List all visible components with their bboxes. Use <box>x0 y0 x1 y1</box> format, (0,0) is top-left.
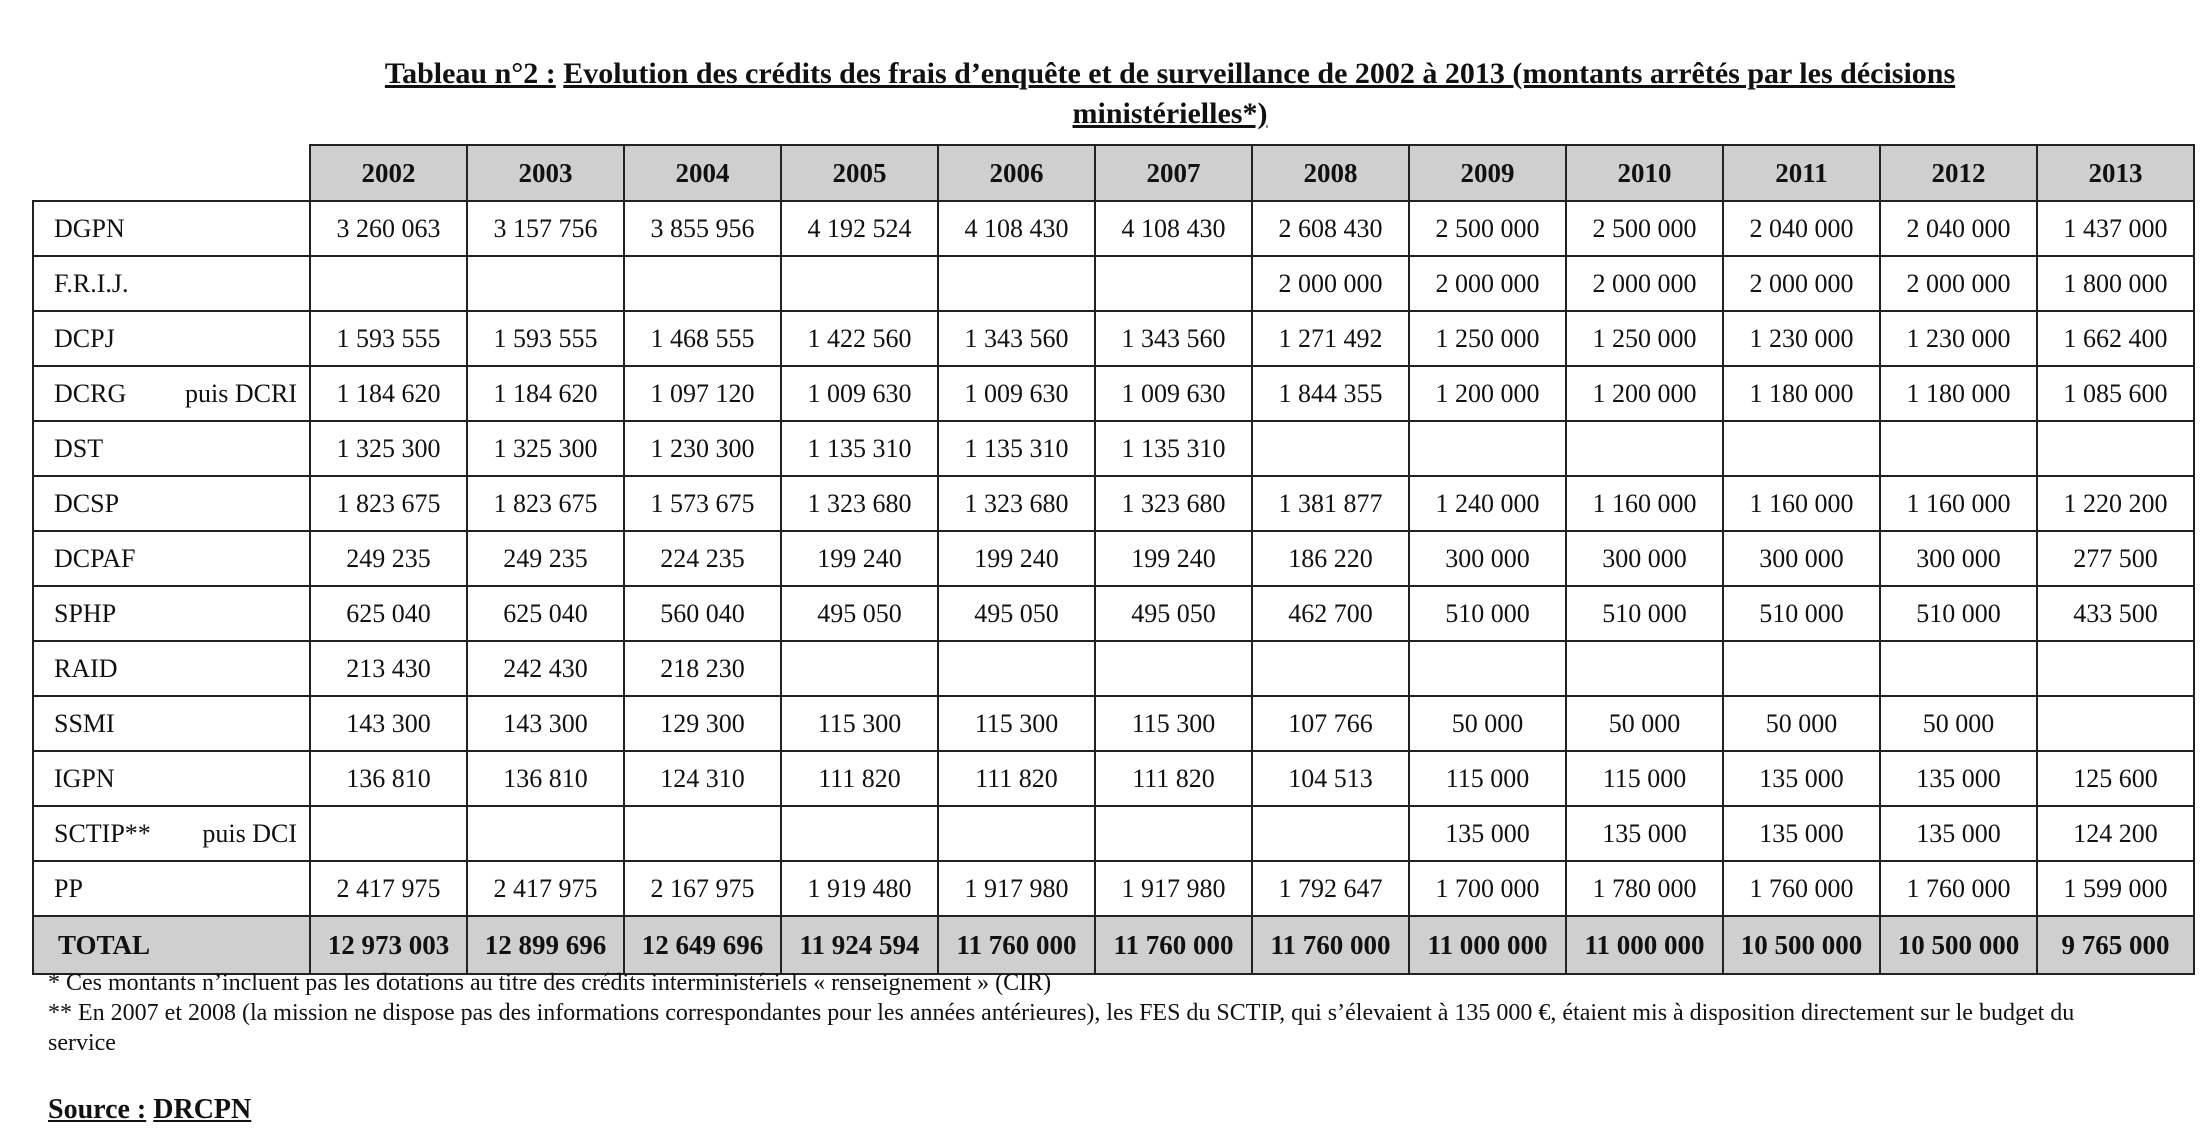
row-label-text: F.R.I.J. <box>54 268 129 298</box>
table-cell: 1 593 555 <box>467 311 624 366</box>
table-cell <box>938 641 1095 696</box>
table-row <box>33 421 2194 476</box>
table-cell <box>1566 421 1723 476</box>
table-cell <box>467 256 624 311</box>
table-cell: 104 513 <box>1252 751 1409 806</box>
year-header: 2006 <box>938 145 1095 201</box>
table-cell: 2 000 000 <box>1252 256 1409 311</box>
table-row <box>33 861 2194 916</box>
table-cell <box>781 256 938 311</box>
row-label-text: DST <box>54 433 104 463</box>
table-cell: 300 000 <box>1409 531 1566 586</box>
year-header: 2005 <box>781 145 938 201</box>
table-cell: 4 108 430 <box>1095 201 1252 256</box>
table-cell <box>1095 806 1252 861</box>
row-label-text: PP <box>54 873 83 903</box>
row-label <box>33 366 310 421</box>
table-cell: 1 343 560 <box>938 311 1095 366</box>
table-cell: 1 760 000 <box>1723 861 1880 916</box>
table-cell: 1 919 480 <box>781 861 938 916</box>
table-cell: 1 085 600 <box>2037 366 2194 421</box>
table-row <box>33 751 2194 806</box>
table-cell <box>1880 421 2037 476</box>
year-header: 2003 <box>467 145 624 201</box>
total-cell: 11 000 000 <box>1409 916 1566 974</box>
table-cell: 1 844 355 <box>1252 366 1409 421</box>
table-cell <box>1409 421 1566 476</box>
table-cell: 115 300 <box>1095 696 1252 751</box>
table-cell: 1 573 675 <box>624 476 781 531</box>
table-cell: 135 000 <box>1723 751 1880 806</box>
table-cell: 135 000 <box>1409 806 1566 861</box>
table-cell: 242 430 <box>467 641 624 696</box>
table-cell <box>2037 696 2194 751</box>
table-cell <box>310 256 467 311</box>
table-row <box>33 586 2194 641</box>
table-cell: 2 040 000 <box>1880 201 2037 256</box>
table-cell <box>781 641 938 696</box>
table-cell: 143 300 <box>310 696 467 751</box>
table-cell: 1 343 560 <box>1095 311 1252 366</box>
total-cell: 10 500 000 <box>1723 916 1880 974</box>
table-cell: 1 792 647 <box>1252 861 1409 916</box>
table-cell: 107 766 <box>1252 696 1409 751</box>
table-row <box>33 696 2194 751</box>
table-cell: 625 040 <box>467 586 624 641</box>
table-cell: 1 250 000 <box>1409 311 1566 366</box>
table-cell: 2 417 975 <box>467 861 624 916</box>
table-cell <box>624 256 781 311</box>
table-cell: 1 760 000 <box>1880 861 2037 916</box>
table-cell: 1 200 000 <box>1566 366 1723 421</box>
table-cell: 1 780 000 <box>1566 861 1723 916</box>
table-cell: 510 000 <box>1723 586 1880 641</box>
table-cell <box>1252 641 1409 696</box>
table-cell: 1 271 492 <box>1252 311 1409 366</box>
total-cell: 11 760 000 <box>1252 916 1409 974</box>
table-cell: 1 800 000 <box>2037 256 2194 311</box>
table-cell <box>1723 641 1880 696</box>
source-value: DRCPN <box>153 1094 252 1125</box>
table-cell: 1 230 300 <box>624 421 781 476</box>
table-cell: 218 230 <box>624 641 781 696</box>
table-cell: 1 220 200 <box>2037 476 2194 531</box>
table-row <box>33 366 2194 421</box>
table-cell: 199 240 <box>1095 531 1252 586</box>
table-cell: 300 000 <box>1880 531 2037 586</box>
table-cell: 495 050 <box>781 586 938 641</box>
row-label <box>33 641 310 696</box>
table-cell <box>938 256 1095 311</box>
table-cell: 510 000 <box>1409 586 1566 641</box>
row-label <box>33 586 310 641</box>
table-cell: 199 240 <box>781 531 938 586</box>
table-cell: 1 422 560 <box>781 311 938 366</box>
row-label-text: DCPAF <box>54 543 136 573</box>
table-cell: 135 000 <box>1880 751 2037 806</box>
table-cell: 1 917 980 <box>1095 861 1252 916</box>
table-cell <box>310 806 467 861</box>
year-header: 2010 <box>1566 145 1723 201</box>
table-cell: 115 300 <box>938 696 1095 751</box>
row-label <box>33 531 310 586</box>
table-cell <box>1723 421 1880 476</box>
table-cell <box>2037 641 2194 696</box>
table-cell: 1 009 630 <box>781 366 938 421</box>
table-cell: 1 325 300 <box>467 421 624 476</box>
table-cell <box>1880 641 2037 696</box>
table-cell: 249 235 <box>310 531 467 586</box>
table-cell: 2 040 000 <box>1723 201 1880 256</box>
table-cell: 2 500 000 <box>1566 201 1723 256</box>
table-cell: 249 235 <box>467 531 624 586</box>
table-cell: 1 009 630 <box>938 366 1095 421</box>
row-label-text: IGPN <box>54 763 115 793</box>
table-cell: 136 810 <box>310 751 467 806</box>
row-label-suffix: puis DCI <box>202 818 297 848</box>
table-cell: 4 192 524 <box>781 201 938 256</box>
table-cell <box>1095 256 1252 311</box>
table-cell: 1 180 000 <box>1723 366 1880 421</box>
table-cell: 1 323 680 <box>1095 476 1252 531</box>
row-label-text: SCTIP** <box>54 818 151 848</box>
row-label <box>33 311 310 366</box>
table-cell: 1 097 120 <box>624 366 781 421</box>
table-cell: 625 040 <box>310 586 467 641</box>
table-cell: 495 050 <box>938 586 1095 641</box>
header-row <box>33 145 2194 201</box>
table-cell: 115 300 <box>781 696 938 751</box>
table-row <box>33 641 2194 696</box>
table-cell: 135 000 <box>1566 806 1723 861</box>
table-cell: 4 108 430 <box>938 201 1095 256</box>
table-cell: 115 000 <box>1409 751 1566 806</box>
row-label <box>33 861 310 916</box>
table-cell: 1 180 000 <box>1880 366 2037 421</box>
table-row <box>33 311 2194 366</box>
table-cell: 129 300 <box>624 696 781 751</box>
table-cell: 300 000 <box>1566 531 1723 586</box>
table-cell <box>624 806 781 861</box>
table-cell: 1 662 400 <box>2037 311 2194 366</box>
table-cell: 111 820 <box>938 751 1095 806</box>
footnote-2: ** En 2007 et 2008 (la mission ne dispose pas des informations correspondantes pour les années antérieures), les FES du SCTIP, qui s’élevaient à 135 000 €, étaient mis à disposition directement sur le budget du service <box>48 1000 2075 1056</box>
year-header: 2002 <box>310 145 467 201</box>
table-cell: 1 325 300 <box>310 421 467 476</box>
table-cell <box>1566 641 1723 696</box>
table-cell: 1 135 310 <box>1095 421 1252 476</box>
table-cell: 1 160 000 <box>1566 476 1723 531</box>
table-row <box>33 256 2194 311</box>
table-cell: 1 009 630 <box>1095 366 1252 421</box>
table-cell: 1 135 310 <box>938 421 1095 476</box>
table-cell: 2 417 975 <box>310 861 467 916</box>
row-label <box>33 476 310 531</box>
source-label: Source : <box>48 1094 147 1125</box>
table-cell: 1 160 000 <box>1723 476 1880 531</box>
table-cell: 1 468 555 <box>624 311 781 366</box>
table-cell: 510 000 <box>1566 586 1723 641</box>
table-cell: 50 000 <box>1723 696 1880 751</box>
table-cell: 111 820 <box>1095 751 1252 806</box>
total-cell: 12 973 003 <box>310 916 467 974</box>
table-cell: 50 000 <box>1880 696 2037 751</box>
table-cell: 136 810 <box>467 751 624 806</box>
year-header: 2004 <box>624 145 781 201</box>
table-cell: 50 000 <box>1566 696 1723 751</box>
total-cell: 11 000 000 <box>1566 916 1723 974</box>
table-cell: 186 220 <box>1252 531 1409 586</box>
table-cell <box>1252 806 1409 861</box>
table-title-text: Evolution des crédits des frais d’enquête et de surveillance de 2002 à 2013 (montants arrêtés par les décisions ministérielles*) <box>563 57 1956 130</box>
table-cell <box>938 806 1095 861</box>
table-cell: 2 608 430 <box>1252 201 1409 256</box>
table-cell: 1 184 620 <box>467 366 624 421</box>
row-label-suffix: puis DCRI <box>185 378 297 408</box>
total-row <box>33 916 2194 974</box>
table-row <box>33 531 2194 586</box>
table-title <box>300 54 2040 134</box>
row-label-text: SPHP <box>54 598 117 628</box>
table-row <box>33 201 2194 256</box>
table-cell <box>1095 641 1252 696</box>
footnotes <box>48 968 2148 1058</box>
credits-table <box>32 144 2195 975</box>
total-cell: 9 765 000 <box>2037 916 2194 974</box>
total-label: TOTAL <box>33 916 310 974</box>
table-cell <box>1409 641 1566 696</box>
table-cell: 1 599 000 <box>2037 861 2194 916</box>
table-row <box>33 476 2194 531</box>
table-cell: 124 310 <box>624 751 781 806</box>
table-cell: 224 235 <box>624 531 781 586</box>
total-cell: 10 500 000 <box>1880 916 2037 974</box>
table-cell <box>467 806 624 861</box>
table-cell: 1 323 680 <box>781 476 938 531</box>
table-cell: 300 000 <box>1723 531 1880 586</box>
row-label-text: SSMI <box>54 708 115 738</box>
table-row <box>33 806 2194 861</box>
table-cell: 1 250 000 <box>1566 311 1723 366</box>
table-cell: 1 184 620 <box>310 366 467 421</box>
table-cell: 1 135 310 <box>781 421 938 476</box>
table-cell: 1 917 980 <box>938 861 1095 916</box>
table-cell: 1 381 877 <box>1252 476 1409 531</box>
row-label <box>33 696 310 751</box>
row-label <box>33 201 310 256</box>
table-cell: 1 200 000 <box>1409 366 1566 421</box>
table-cell: 213 430 <box>310 641 467 696</box>
table-cell: 199 240 <box>938 531 1095 586</box>
year-header: 2009 <box>1409 145 1566 201</box>
table-cell: 50 000 <box>1409 696 1566 751</box>
table-cell: 115 000 <box>1566 751 1723 806</box>
table-cell: 1 323 680 <box>938 476 1095 531</box>
table-cell: 3 157 756 <box>467 201 624 256</box>
table-cell: 1 230 000 <box>1723 311 1880 366</box>
table-cell: 124 200 <box>2037 806 2194 861</box>
row-label-text: DCRG <box>54 378 127 408</box>
total-cell: 11 760 000 <box>1095 916 1252 974</box>
table-cell: 1 230 000 <box>1880 311 2037 366</box>
table-cell: 2 500 000 <box>1409 201 1566 256</box>
row-label-text: DCSP <box>54 488 120 518</box>
table-cell: 1 823 675 <box>467 476 624 531</box>
table-cell: 2 000 000 <box>1880 256 2037 311</box>
table-cell: 2 167 975 <box>624 861 781 916</box>
table-cell: 135 000 <box>1723 806 1880 861</box>
table-cell: 1 593 555 <box>310 311 467 366</box>
year-header: 2008 <box>1252 145 1409 201</box>
header-corner <box>33 145 310 201</box>
table-cell: 143 300 <box>467 696 624 751</box>
table-cell: 510 000 <box>1880 586 2037 641</box>
table-cell: 111 820 <box>781 751 938 806</box>
table-cell: 2 000 000 <box>1566 256 1723 311</box>
table-title-prefix: Tableau n°2 : <box>384 57 556 90</box>
year-header: 2011 <box>1723 145 1880 201</box>
total-cell: 11 760 000 <box>938 916 1095 974</box>
table-cell: 1 700 000 <box>1409 861 1566 916</box>
table-cell: 1 240 000 <box>1409 476 1566 531</box>
table-cell <box>2037 421 2194 476</box>
year-header: 2013 <box>2037 145 2194 201</box>
table-cell: 560 040 <box>624 586 781 641</box>
table-cell: 3 260 063 <box>310 201 467 256</box>
row-label <box>33 421 310 476</box>
footnote-1: * Ces montants n’incluent pas les dotations au titre des crédits interministériels « renseignement » (CIR) <box>48 970 1052 996</box>
row-label <box>33 751 310 806</box>
total-cell: 12 899 696 <box>467 916 624 974</box>
year-header: 2007 <box>1095 145 1252 201</box>
row-label-text: DGPN <box>54 213 125 243</box>
table-cell: 2 000 000 <box>1409 256 1566 311</box>
year-header: 2012 <box>1880 145 2037 201</box>
table-cell: 125 600 <box>2037 751 2194 806</box>
table-cell: 135 000 <box>1880 806 2037 861</box>
table-cell: 462 700 <box>1252 586 1409 641</box>
row-label-text: DCPJ <box>54 323 115 353</box>
table-cell: 433 500 <box>2037 586 2194 641</box>
row-label <box>33 806 310 861</box>
table-cell: 277 500 <box>2037 531 2194 586</box>
total-cell: 12 649 696 <box>624 916 781 974</box>
total-cell: 11 924 594 <box>781 916 938 974</box>
table-cell <box>1252 421 1409 476</box>
source-line <box>48 1094 251 1126</box>
table-cell: 495 050 <box>1095 586 1252 641</box>
table-cell: 1 823 675 <box>310 476 467 531</box>
table-cell <box>781 806 938 861</box>
table-cell: 1 160 000 <box>1880 476 2037 531</box>
table-cell: 1 437 000 <box>2037 201 2194 256</box>
table-cell: 2 000 000 <box>1723 256 1880 311</box>
row-label <box>33 256 310 311</box>
row-label-text: RAID <box>54 653 118 683</box>
table-cell: 3 855 956 <box>624 201 781 256</box>
